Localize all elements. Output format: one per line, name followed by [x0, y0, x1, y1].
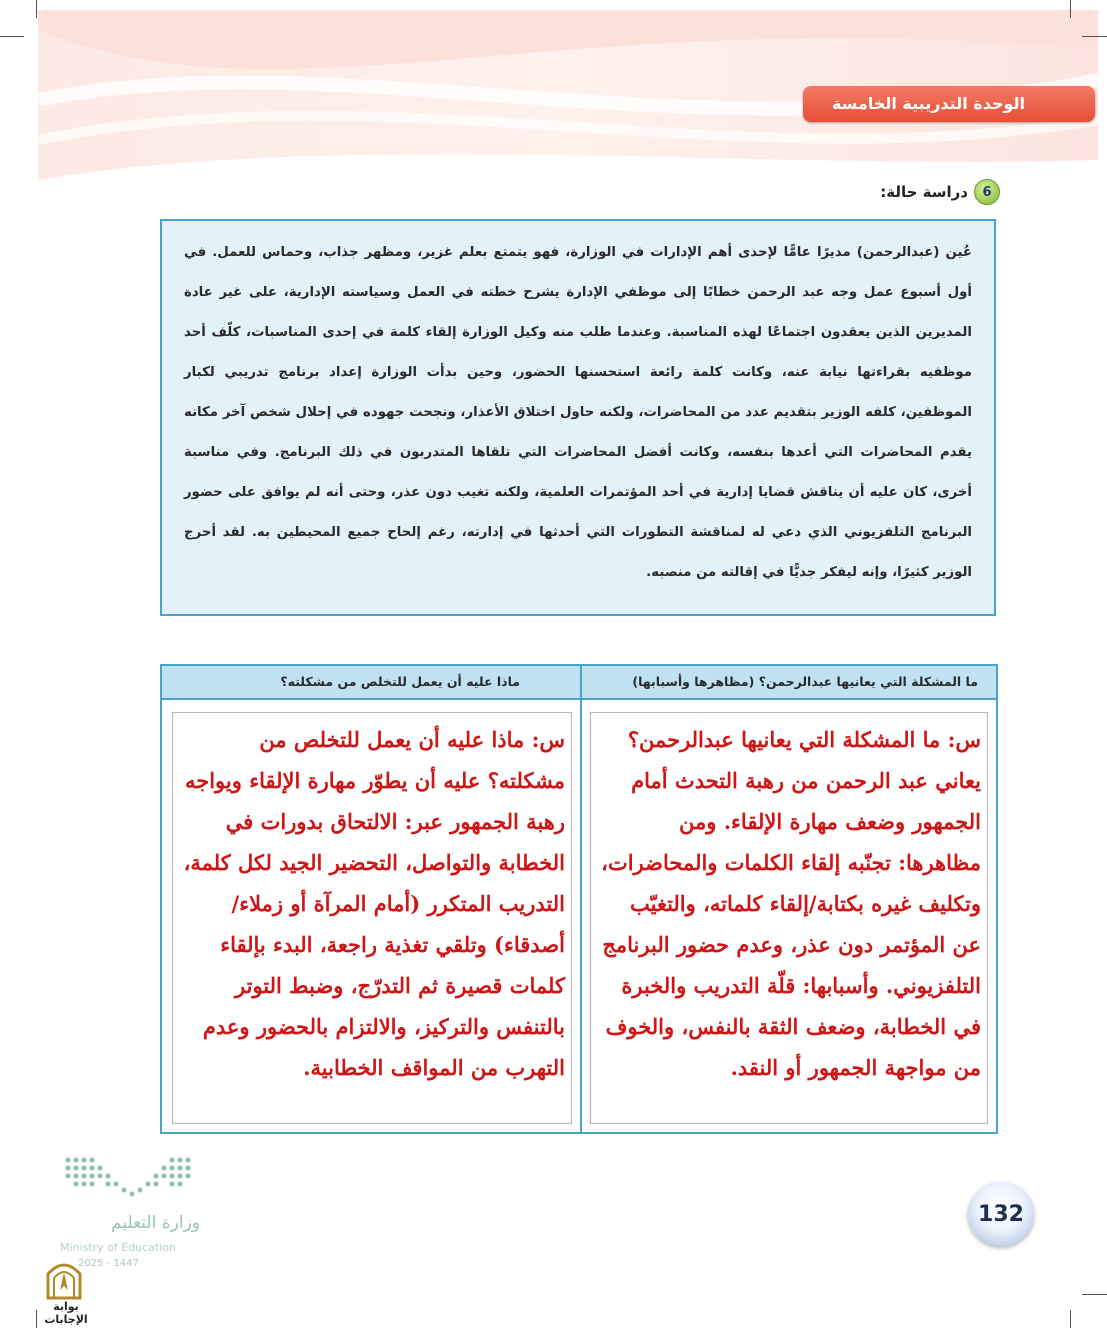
crop-mark — [1070, 0, 1071, 18]
solution-answer: س: ماذا عليه أن يعمل للتخلص من مشكلته؟ عليه أن يطوّر مهارة الإلقاء ويواجه رهبة الجمهور عبر: الالتحاق بدورات في الخطابة والتواصل، التحضير الجيد لكل كلمة، التدريب المتكرر (أمام المرآة أو زملاء/أصدقاء) وتلقي تغذية راجعة، البدء بإلقاء كلمات قصيرة ثم التدرّج، وضبط التوتر بالتنفس والتركيز، والالتزام بالحضور وعدم التهرب من المواقف الخطابية. — [183, 727, 565, 1080]
edition-year: 2025 - 1447 — [78, 1258, 139, 1269]
case-study-text: عُين (عبدالرحمن) مديرًا عامًّا لإحدى أهم الإدارات في الوزارة، فهو يتمتع بعلم غزير، ومظهر جذاب، وحماس للعمل. في أول أسبوع عمل وجه عبد الرحمن خطابًا إلى موظفي الإدارة يشرح خطته في العمل وسياسته الإدارية، على غير عادة المديرين الذين يعقدون اجتماعًا لهذه المناسبة. وعندما طلب منه وكيل الوزارة إلقاء كلمة في إحدى المناسبات، كلّف أحد موظفيه بقراءتها نيابة عنه، وكانت كلمة رائعة استحسنها الحضور، وحين بدأت الوزارة إعداد برنامج تدريبي لكبار الموظفين، كلفه الوزير بتقديم عدد من المحاضرات، ولكنه حاول اختلاق الأعذار، ونجحت جهوده في إحلال شخص آخر مكانه يقدم المحاضرات التي أعدها بنفسه، وكانت أفضل المحاضرات التي تلقاها المتدربون في ذلك البرنامج. وفي مناسبة أخرى، كان عليه أن يناقش قضايا إدارية في أحد المؤتمرات العلمية، ولكنه تغيب دون عذر، وحتى أنه لم يوافق على حضور البرنامج التلفزيوني الذي دعي له لمناقشة التطورات التي أحدثها في إدارته، رغم إلحاح جميع المحيطين به. لقد أحرج الوزير كثيرًا، وإنه ليفكر جديًّا في إقالته من منصبه. — [184, 245, 972, 580]
ministry-name-arabic: وزارة التعليم — [111, 1213, 200, 1233]
qa-answer-cell-right — [590, 712, 988, 1124]
page-number-badge — [968, 1182, 1034, 1246]
portal-logo-icon — [44, 1256, 84, 1300]
unit-title-banner: الوحدة التدريبية الخامسة — [803, 86, 1095, 122]
portal-name: بوابة الإجابات — [44, 1300, 88, 1326]
section-heading — [860, 179, 1000, 205]
section-title: دراسة حالة: — [880, 183, 968, 201]
ministry-logo-icon — [62, 1154, 198, 1200]
crop-mark — [0, 36, 24, 37]
qa-table — [160, 664, 998, 1134]
case-study-box — [160, 219, 996, 616]
crop-mark — [1082, 1294, 1107, 1295]
problem-answer: س: ما المشكلة التي يعانيها عبدالرحمن؟ يعاني عبد الرحمن من رهبة التحدث أمام الجمهور وضعف مهارة الإلقاء. ومن مظاهرها: تجنّبه إلقاء الكلمات والمحاضرات، وتكليف غيره بكتابة/إلقاء كلماته، والتغيّب عن المؤتمر دون عذر، وعدم حضور البرنامج التلفزيوني. وأسبابها: قلّة التدريب والخبرة في الخطابة، وضعف الثقة بالنفس، والخوف من مواجهة الجمهور أو النقد. — [601, 727, 981, 1080]
qa-header-right: ما المشكلة التي يعانيها عبدالرحمن؟ (مظاهرها وأسبابها) — [582, 666, 996, 700]
crop-mark — [36, 0, 37, 18]
section-number-badge: 6 — [974, 179, 1000, 205]
qa-header-left: ماذا عليه أن يعمل للتخلص من مشكلته؟ — [162, 666, 580, 700]
crop-mark — [1082, 36, 1107, 37]
qa-answer-cell-left — [172, 712, 572, 1124]
page-number: 132 — [978, 1201, 1024, 1227]
qa-column-divider — [580, 666, 582, 1132]
ministry-name-english: Ministry of Education — [60, 1241, 177, 1254]
crop-mark — [1070, 1310, 1071, 1328]
